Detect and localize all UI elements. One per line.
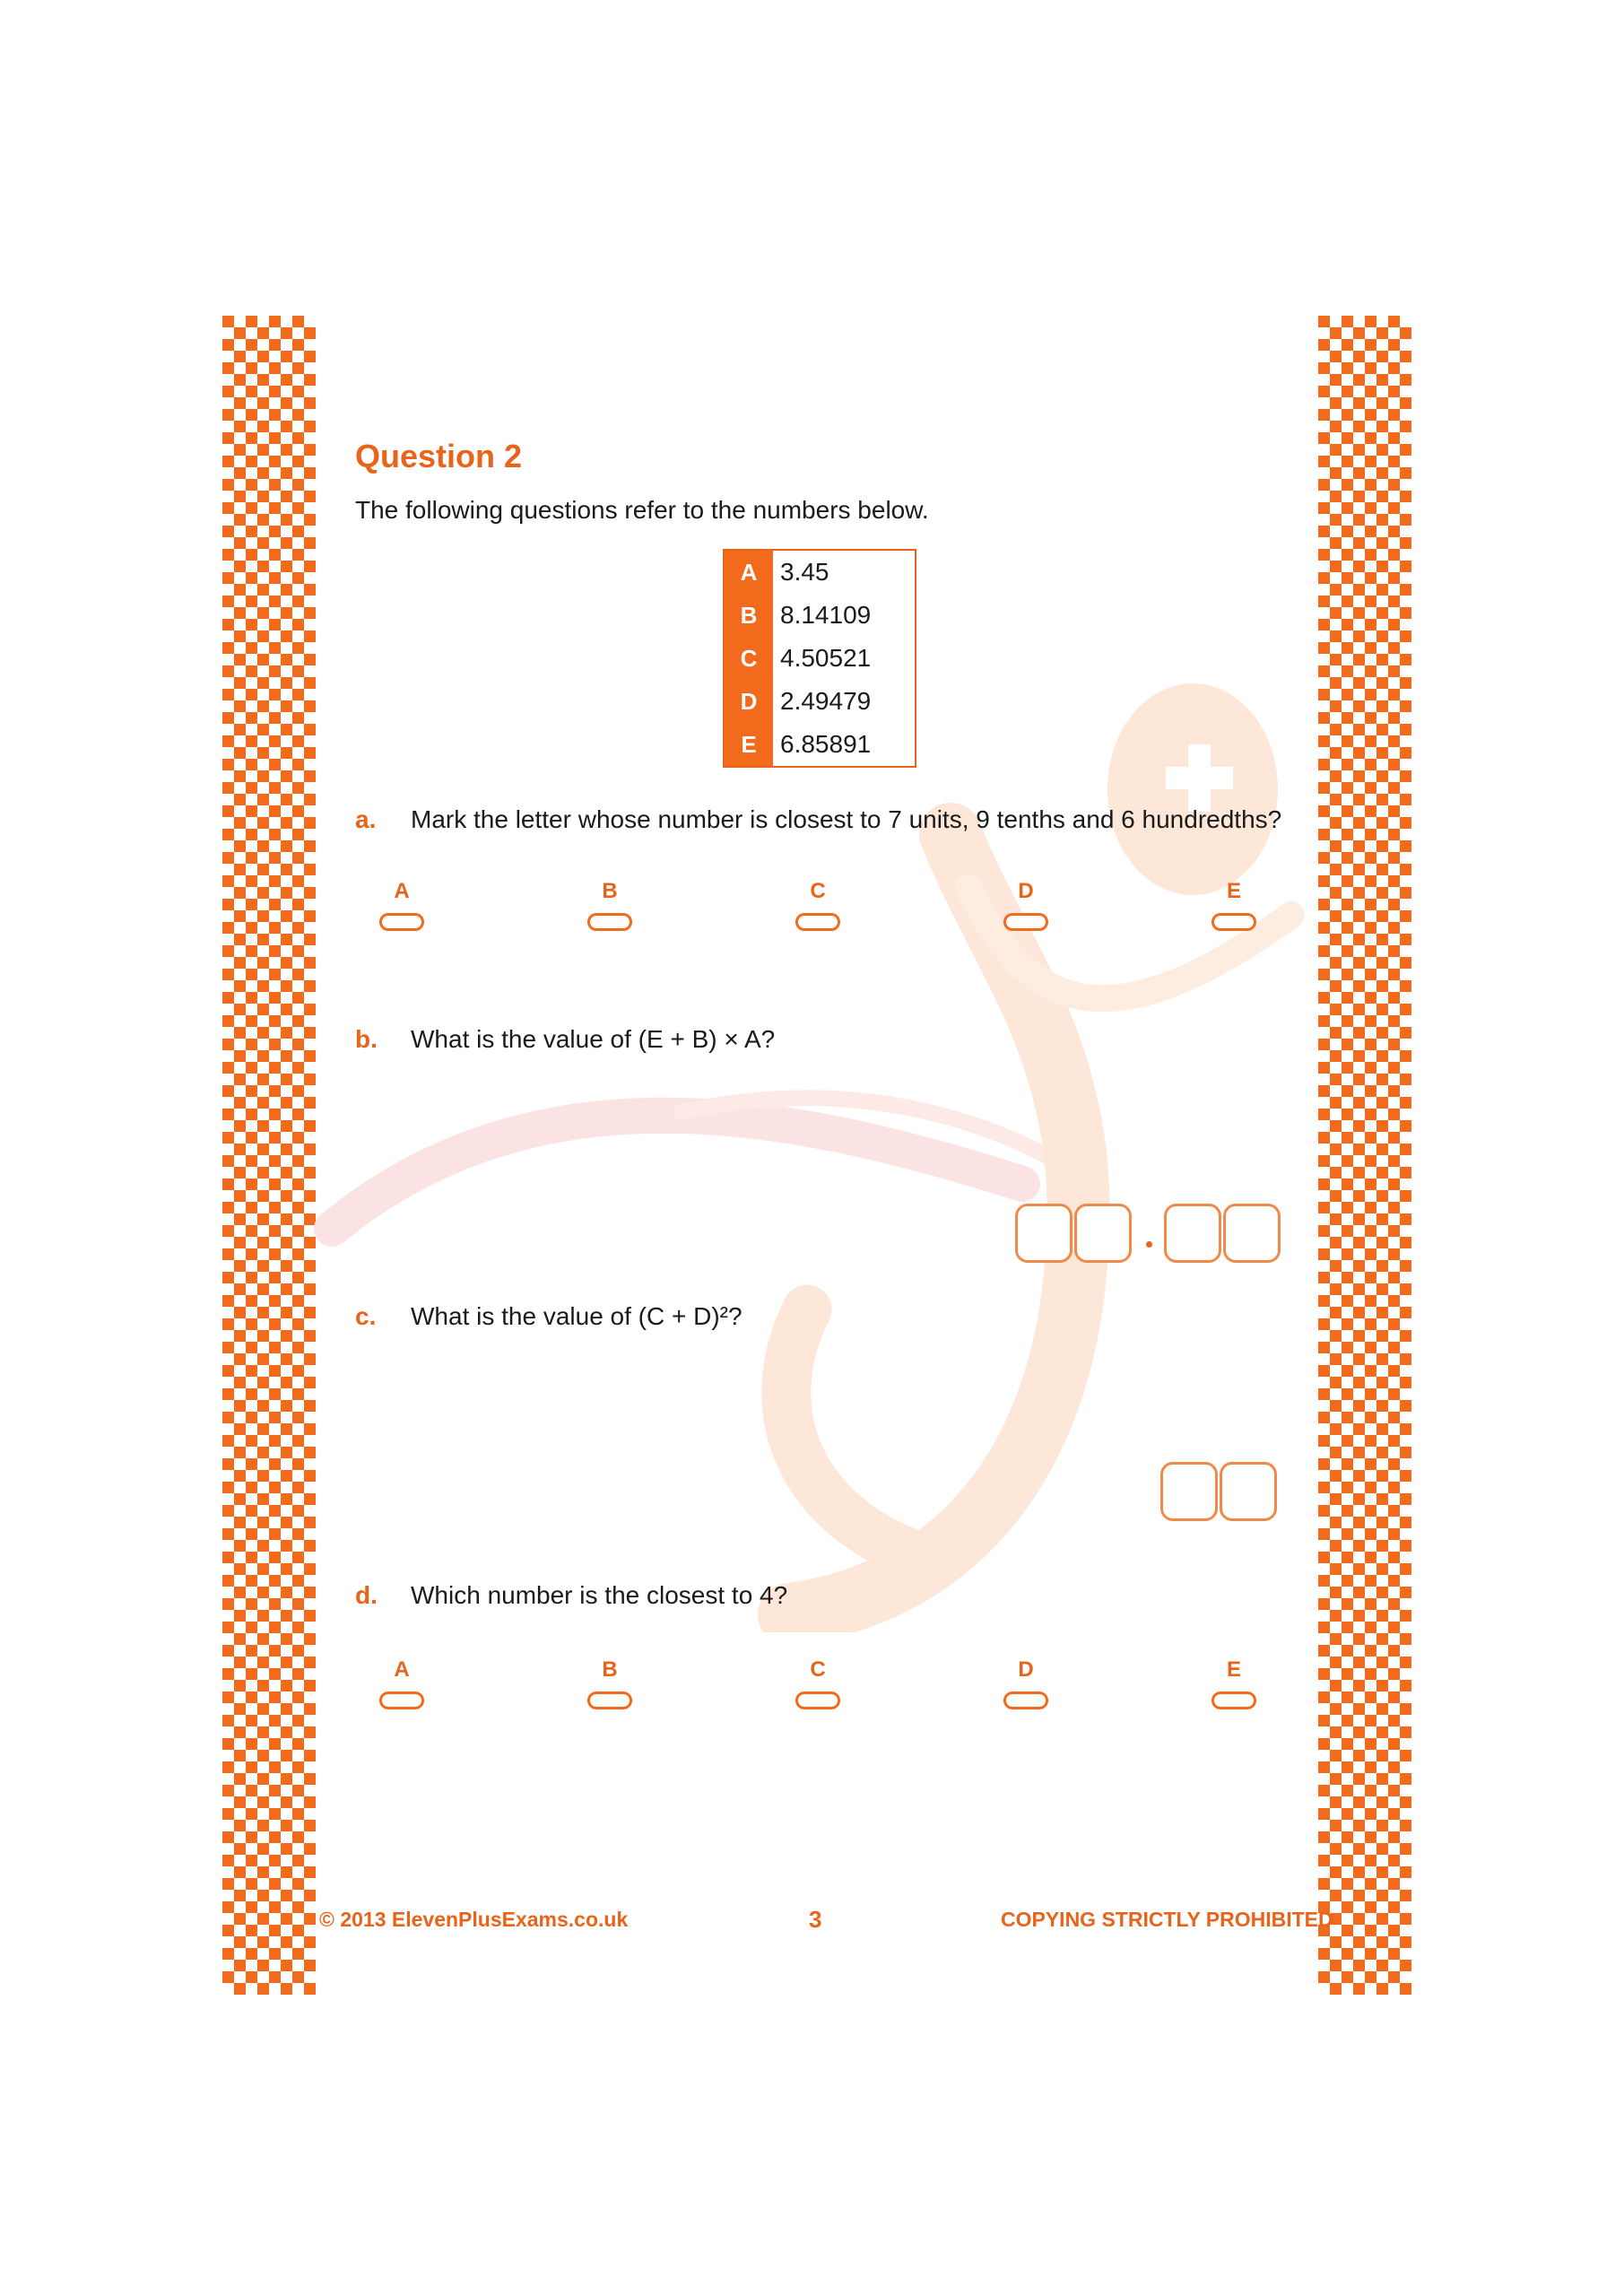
row-letter: C (725, 637, 773, 680)
row-letter: D (725, 680, 773, 723)
numbers-row (725, 723, 915, 766)
part-d-choice-c[interactable] (791, 1657, 845, 1709)
row-value: 4.50521 (780, 644, 872, 672)
answer-digit-box[interactable] (1220, 1462, 1277, 1521)
watermark-figure-leg (786, 1309, 933, 1561)
choice-letter: C (810, 879, 826, 903)
part-d-text: Which number is the closest to 4? (411, 1581, 788, 1609)
part-d-choice-a[interactable] (375, 1657, 429, 1709)
answer-bubble[interactable] (1211, 913, 1256, 931)
part-a-choice-b[interactable] (583, 879, 637, 931)
answer-bubble[interactable] (1003, 1692, 1048, 1709)
row-letter: B (725, 594, 773, 637)
part-d-choice-d[interactable] (999, 1657, 1053, 1709)
page-number: 3 (809, 1906, 822, 1933)
row-value: 6.85891 (780, 730, 872, 758)
choice-letter: C (810, 1657, 826, 1682)
part-b-text: What is the value of (E + B) × A? (411, 1025, 776, 1053)
numbers-row (725, 551, 915, 594)
choice-letter: A (394, 1657, 410, 1682)
answer-digit-box[interactable] (1074, 1204, 1132, 1263)
choice-letter: E (1226, 1657, 1241, 1682)
part-a-choice-d[interactable] (999, 879, 1053, 931)
part-b-label: b. (355, 1025, 378, 1053)
answer-bubble[interactable] (587, 913, 632, 931)
choice-letter: A (394, 879, 410, 903)
row-value: 8.14109 (780, 601, 872, 629)
decimal-point (1146, 1241, 1152, 1248)
row-letter: A (725, 551, 773, 594)
footer-copyright: © 2013 ElevenPlusExams.co.uk (319, 1908, 629, 1931)
left-checkered-border (222, 316, 316, 1995)
question-intro: The following questions refer to the numbers below. (355, 496, 929, 524)
watermark-swoosh (332, 1116, 1022, 1229)
answer-digit-box[interactable] (1015, 1204, 1073, 1263)
part-d-label: d. (355, 1581, 378, 1609)
part-a-choice-a[interactable] (375, 879, 429, 931)
answer-bubble[interactable] (1003, 913, 1048, 931)
question-title: Question 2 (355, 438, 523, 474)
numbers-row (725, 594, 915, 637)
answer-digit-box[interactable] (1164, 1204, 1221, 1263)
answer-digit-box[interactable] (1223, 1204, 1281, 1263)
choice-letter: D (1018, 1657, 1034, 1682)
part-a-text: Mark the letter whose number is closest to 7 units, 9 tenths and 6 hundredths? (411, 805, 1282, 833)
answer-bubble[interactable] (795, 1692, 840, 1709)
row-value: 3.45 (780, 558, 829, 586)
part-a-choice-c[interactable] (791, 879, 845, 931)
row-value: 2.49479 (780, 687, 872, 715)
answer-digit-box[interactable] (1160, 1462, 1218, 1521)
choice-letter: B (602, 879, 618, 903)
answer-bubble[interactable] (1211, 1692, 1256, 1709)
row-letter: E (725, 723, 773, 766)
part-d-choice-e[interactable] (1207, 1657, 1261, 1709)
answer-bubble[interactable] (795, 913, 840, 931)
numbers-table (723, 549, 916, 768)
answer-bubble[interactable] (379, 913, 424, 931)
choice-letter: B (602, 1657, 618, 1682)
choice-letter: E (1226, 879, 1241, 903)
part-d-choice-b[interactable] (583, 1657, 637, 1709)
part-c-label: c. (355, 1302, 377, 1330)
numbers-row (725, 680, 915, 723)
footer-notice: COPYING STRICTLY PROHIBITED (1001, 1908, 1333, 1931)
part-a-choice-e[interactable] (1207, 879, 1261, 931)
choice-letter: D (1018, 879, 1034, 903)
numbers-row (725, 637, 915, 680)
part-a-label: a. (355, 805, 377, 833)
part-c-text: What is the value of (C + D)²? (411, 1302, 743, 1330)
answer-bubble[interactable] (379, 1692, 424, 1709)
answer-bubble[interactable] (587, 1692, 632, 1709)
